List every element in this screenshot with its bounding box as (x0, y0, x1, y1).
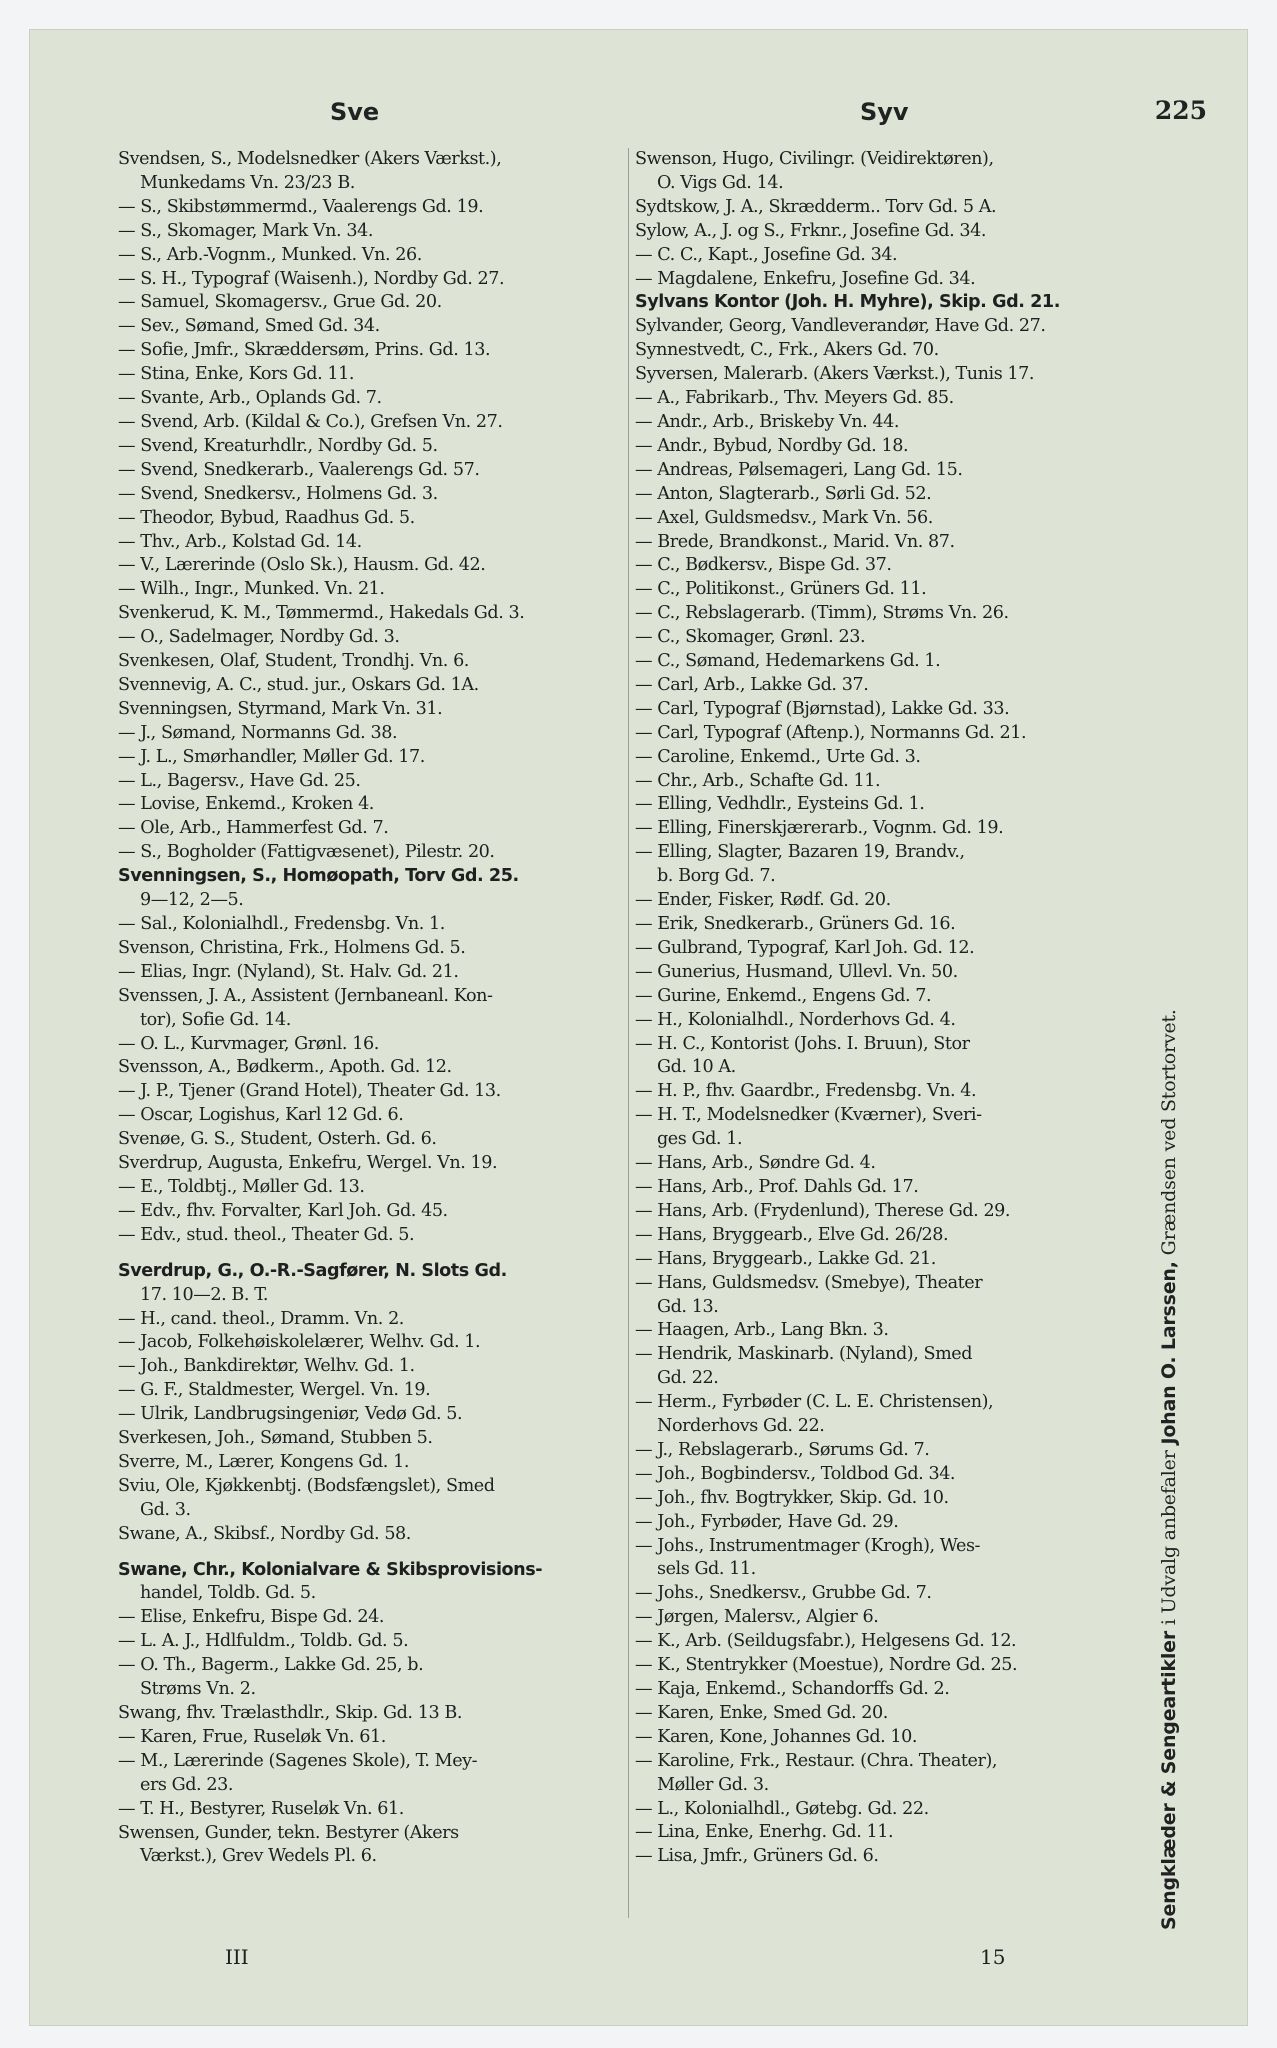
entry-line: — K., Arb. (Seildugsfabr.), Helgesens Gd. 12. (635, 1631, 1017, 1652)
directory-entry (635, 793, 1145, 817)
entry-line: Swenson, Hugo, Civilingr. (Veidirektøren), (635, 149, 994, 169)
directory-entry (118, 435, 628, 459)
directory-entry (118, 1606, 628, 1630)
entry-line: — Haagen, Arb., Lang Bkn. 3. (635, 1320, 889, 1341)
directory-entry (635, 1319, 1145, 1343)
directory-entry (118, 1331, 628, 1355)
directory-entry (118, 363, 628, 387)
directory-entry (635, 961, 1145, 985)
directory-entry (635, 985, 1145, 1009)
directory-entry (118, 722, 628, 746)
directory-entry (118, 698, 628, 722)
directory-entry (118, 507, 628, 531)
entry-line: Swensen, Gunder, tekn. Bestyrer (Akers (118, 1822, 459, 1843)
directory-entry (118, 1750, 628, 1798)
entry-line: — Sal., Kolonialhdl., Fredensbg. Vn. 1. (118, 914, 445, 934)
entry-line: — Svend, Snedkersv., Holmens Gd. 3. (118, 483, 438, 504)
directory-entry (635, 1248, 1145, 1272)
entry-line: — Svend, Kreaturhdlr., Nordby Gd. 5. (118, 435, 438, 456)
directory-entry (635, 841, 1145, 889)
directory-entry (118, 841, 628, 865)
entry-continuation: handel, Toldb. Gd. 5. (140, 1583, 316, 1604)
entry-line: — E., Toldbtj., Møller Gd. 13. (118, 1176, 365, 1197)
directory-entry (635, 1654, 1145, 1678)
directory-entry (118, 315, 628, 339)
directory-entry (118, 1128, 628, 1152)
entry-line: — S., Arb.-Vognm., Munked. Vn. 26. (118, 244, 422, 265)
directory-entry (635, 554, 1145, 578)
directory-entry (635, 817, 1145, 841)
directory-entry (635, 363, 1145, 387)
entry-line: — S., Skomager, Mark Vn. 34. (118, 220, 373, 241)
entry-line: Sylvans Kontor (Joh. H. Myhre), Skip. Gd. 21. (635, 292, 1060, 313)
entry-line: — Andr., Arb., Briskeby Vn. 44. (635, 411, 900, 432)
directory-entry (118, 674, 628, 698)
directory-entry (635, 1033, 1145, 1081)
entry-continuation: ers Gd. 23. (140, 1774, 233, 1795)
entry-line: Svendsen, S., Modelsnedker (Akers Værkst.), (118, 149, 502, 169)
entry-line: — Hans, Bryggearb., Lakke Gd. 21. (635, 1248, 936, 1269)
directory-entry (635, 411, 1145, 435)
entry-line: Svenssen, J. A., Assistent (Jernbaneanl. Kon- (118, 985, 493, 1006)
entry-line: Sverdrup, Augusta, Enkefru, Wergel. Vn. 19. (118, 1153, 498, 1174)
entry-line: — Joh., fhv. Bogtrykker, Skip. Gd. 10. (635, 1487, 949, 1508)
directory-entry (118, 196, 628, 220)
ad-bold-text-2: Johan O. Larssen, (1158, 1261, 1180, 1445)
entry-continuation: O. Vigs Gd. 14. (657, 172, 784, 193)
entry-line: — Carl, Typograf (Bjørnstad), Lakke Gd. 33. (635, 698, 1010, 719)
directory-entry (118, 411, 628, 435)
entry-line: Sverre, M., Lærer, Kongens Gd. 1. (118, 1451, 409, 1472)
directory-entry (635, 315, 1145, 339)
directory-entry (635, 1343, 1145, 1391)
entry-line: — Elise, Enkefru, Bispe Gd. 24. (118, 1607, 384, 1628)
directory-entry (118, 1379, 628, 1403)
entry-line: — H. C., Kontorist (Johs. I. Bruun), Stor (635, 1033, 970, 1054)
entry-line: — Elias, Ingr. (Nyland), St. Halv. Gd. 21. (118, 961, 459, 982)
entry-line: — Kaja, Enkemd., Schandorffs Gd. 2. (635, 1679, 950, 1699)
directory-entry (635, 889, 1145, 913)
directory-entry (635, 1080, 1145, 1104)
entry-continuation: b. Borg Gd. 7. (657, 866, 776, 887)
directory-entry (118, 1427, 628, 1451)
directory-entry (635, 1463, 1145, 1487)
header-left-keyword: Sve (330, 98, 380, 126)
footer-signature-left: III (225, 1945, 249, 1969)
entry-line: — Hendrik, Maskinarb. (Nyland), Smed (635, 1344, 973, 1365)
directory-entry (118, 531, 628, 555)
book-page (30, 30, 1247, 2025)
entry-line: — Sofie, Jmfr., Skræddersøm, Prins. Gd. 13. (118, 340, 491, 361)
entry-line: — Herm., Fyrbøder (C. L. E. Christensen), (635, 1392, 994, 1413)
entry-gap (118, 1547, 628, 1559)
entry-line: — Lisa, Jmfr., Grüners Gd. 6. (635, 1846, 879, 1867)
entry-line: — Elling, Slagter, Bazaren 19, Brandv., (635, 842, 965, 863)
entry-line: — H., cand. theol., Dramm. Vn. 2. (118, 1308, 404, 1329)
directory-entry (635, 1845, 1145, 1869)
entry-line: — Oscar, Logishus, Karl 12 Gd. 6. (118, 1105, 404, 1126)
directory-entry (118, 770, 628, 794)
directory-entry (635, 1511, 1145, 1535)
entry-continuation: Strøms Vn. 2. (140, 1679, 256, 1700)
directory-entry (118, 1355, 628, 1379)
directory-entry (118, 1224, 628, 1248)
entry-line: — Svend, Snedkerarb., Vaalerengs Gd. 57. (118, 459, 480, 480)
directory-entry (635, 507, 1145, 531)
entry-line: Svennevig, A. C., stud. jur., Oskars Gd. 1A. (118, 674, 479, 695)
entry-line: — O., Sadelmager, Nordby Gd. 3. (118, 627, 400, 648)
directory-entry (635, 674, 1145, 698)
entry-line: — Hans, Guldsmedsv. (Smebye), Theater (635, 1272, 983, 1293)
entry-line: — Elling, Finerskjærerarb., Vognm. Gd. 19. (635, 818, 1004, 839)
directory-entry (118, 1403, 628, 1427)
entry-line: — Svend, Arb. (Kildal & Co.), Grefsen Vn. 27. (118, 411, 503, 432)
directory-entry (118, 387, 628, 411)
directory-entry (118, 1726, 628, 1750)
entry-line: — Elling, Vedhdlr., Eysteins Gd. 1. (635, 794, 925, 815)
directory-entry (635, 698, 1145, 722)
directory-entry (635, 531, 1145, 555)
directory-entry (118, 268, 628, 292)
entry-line: Synnestvedt, C., Frk., Akers Gd. 70. (635, 340, 939, 361)
page-number: 225 (1154, 96, 1207, 125)
entry-line: — L., Kolonialhdl., Gøtebg. Gd. 22. (635, 1798, 929, 1819)
entry-line: — C. C., Kapt., Josefine Gd. 34. (635, 244, 898, 265)
entry-line: — S. H., Typograf (Waisenh.), Nordby Gd. 27. (118, 268, 505, 289)
entry-line: — Svante, Arb., Oplands Gd. 7. (118, 388, 382, 409)
entry-line: Sydtskow, J. A., Skrædderm.. Torv Gd. 5 A. (635, 196, 997, 217)
entry-line: Svenkerud, K. M., Tømmermd., Hakedals Gd. 3. (118, 603, 525, 624)
entry-continuation: 9—12, 2—5. (140, 890, 244, 911)
entry-line: Sviu, Ole, Kjøkkenbtj. (Bodsfængslet), Smed (118, 1475, 495, 1496)
entry-line: — V., Lærerinde (Oslo Sk.), Hausm. Gd. 42. (118, 555, 486, 576)
ad-text-tail: Grændsen ved Stortorvet. (1158, 1009, 1180, 1262)
entry-line: Swang, fhv. Trælasthdlr., Skip. Gd. 13 B. (118, 1703, 462, 1723)
entry-line: — C., Rebslagerarb. (Timm), Strøms Vn. 26. (635, 603, 1009, 624)
directory-entry (635, 746, 1145, 770)
directory-entry (635, 268, 1145, 292)
entry-line: — J., Sømand, Normanns Gd. 38. (118, 722, 398, 743)
entry-line: — Ender, Fisker, Rødf. Gd. 20. (635, 890, 891, 911)
entry-line: — C., Politikonst., Grüners Gd. 11. (635, 579, 927, 600)
entry-line: — Axel, Guldsmedsv., Mark Vn. 56. (635, 507, 933, 528)
entry-line: — Edv., fhv. Forvalter, Karl Joh. Gd. 45. (118, 1200, 448, 1221)
entry-line: — Joh., Bogbindersv., Toldbod Gd. 34. (635, 1463, 956, 1484)
entry-line: — Karen, Enke, Smed Gd. 20. (635, 1702, 888, 1723)
entry-line: — Lovise, Enkemd., Kroken 4. (118, 794, 374, 815)
directory-entry (118, 1559, 628, 1607)
directory-entry (118, 865, 628, 913)
entry-line: Swane, Chr., Kolonialvare & Skibsprovisions- (118, 1559, 543, 1580)
directory-entry (118, 578, 628, 602)
directory-entry (635, 1821, 1145, 1845)
entry-line: — Brede, Brandkonst., Marid. Vn. 87. (635, 531, 955, 552)
entry-line: — O. Th., Bagerm., Lakke Gd. 25, b. (118, 1655, 424, 1676)
directory-entry (635, 1391, 1145, 1439)
entry-line: Swane, A., Skibsf., Nordby Gd. 58. (118, 1523, 411, 1544)
side-advertisement (1158, 330, 1180, 1930)
column-divider (628, 148, 629, 1918)
directory-entry (635, 602, 1145, 626)
entry-line: — Gurine, Enkemd., Engens Gd. 7. (635, 985, 932, 1006)
directory-entry (635, 1535, 1145, 1583)
directory-entry (635, 483, 1145, 507)
entry-continuation: Gd. 13. (657, 1296, 719, 1317)
directory-entry (118, 1260, 628, 1308)
directory-entry (635, 578, 1145, 602)
entry-continuation: ges Gd. 1. (657, 1129, 743, 1150)
entry-line: — J. L., Smørhandler, Møller Gd. 17. (118, 746, 425, 767)
directory-entry (118, 1152, 628, 1176)
directory-entry (635, 1104, 1145, 1152)
directory-entry (635, 220, 1145, 244)
directory-entry (118, 1200, 628, 1224)
directory-entry (635, 387, 1145, 411)
directory-entry (635, 196, 1145, 220)
directory-entry (118, 1056, 628, 1080)
directory-entry (118, 961, 628, 985)
entry-line: — Stina, Enke, Kors Gd. 11. (118, 364, 355, 385)
directory-entry (118, 817, 628, 841)
directory-column-left (118, 148, 628, 1869)
entry-line: — Sev., Sømand, Smed Gd. 34. (118, 316, 380, 337)
entry-continuation: Munkedams Vn. 23/23 B. (140, 172, 355, 193)
directory-entry (635, 1798, 1145, 1822)
directory-entry (118, 913, 628, 937)
entry-line: — Samuel, Skomagersv., Grue Gd. 20. (118, 292, 442, 313)
directory-entry (635, 1272, 1145, 1320)
entry-continuation: Gd. 3. (140, 1499, 191, 1520)
entry-line: — T. H., Bestyrer, Ruseløk Vn. 61. (118, 1798, 404, 1819)
entry-line: — Erik, Snedkerarb., Grüners Gd. 16. (635, 914, 956, 934)
entry-line: — J. P., Tjener (Grand Hotel), Theater Gd. 13. (118, 1081, 501, 1102)
entry-line: — Andreas, Pølsemageri, Lang Gd. 15. (635, 459, 963, 480)
entry-line: — Carl, Typograf (Aftenp.), Normanns Gd. 21. (635, 722, 1027, 743)
directory-entry (635, 148, 1145, 196)
directory-entry (635, 937, 1145, 961)
entry-line: — Thv., Arb., Kolstad Gd. 14. (118, 531, 362, 552)
directory-entry (635, 1439, 1145, 1463)
entry-line: Svenson, Christina, Frk., Holmens Gd. 5. (118, 937, 466, 958)
entry-line: — Karen, Kone, Johannes Gd. 10. (635, 1726, 918, 1747)
entry-continuation: Gd. 22. (657, 1368, 719, 1389)
directory-entry (635, 1678, 1145, 1702)
entry-line: — S., Bogholder (Fattigvæsenet), Pilestr. 20. (118, 842, 495, 863)
entry-line: Syversen, Malerarb. (Akers Værkst.), Tunis 17. (635, 364, 1035, 385)
directory-entry (635, 626, 1145, 650)
entry-continuation: tor), Sofie Gd. 14. (140, 1009, 291, 1030)
directory-entry (118, 1523, 628, 1547)
directory-entry (635, 650, 1145, 674)
directory-entry (635, 291, 1145, 315)
directory-entry (118, 1654, 628, 1702)
entry-line: — Chr., Arb., Schafte Gd. 11. (635, 770, 881, 791)
directory-entry (118, 1630, 628, 1654)
directory-entry (635, 435, 1145, 459)
entry-line: Svenningsen, Styrmand, Mark Vn. 31. (118, 698, 443, 719)
entry-line: — Johs., Instrumentmager (Krogh), Wes- (635, 1535, 981, 1556)
directory-entry (118, 1822, 628, 1870)
entry-line: Svenningsen, S., Homøopath, Torv Gd. 25. (118, 866, 519, 887)
directory-entry (118, 459, 628, 483)
directory-entry (118, 1308, 628, 1332)
directory-entry (635, 1152, 1145, 1176)
entry-line: — Wilh., Ingr., Munked. Vn. 21. (118, 579, 385, 600)
directory-entry (118, 148, 628, 196)
entry-continuation: Møller Gd. 3. (657, 1774, 769, 1795)
entry-line: — Carl, Arb., Lakke Gd. 37. (635, 674, 869, 695)
directory-entry (118, 1702, 628, 1726)
entry-line: Svensson, A., Bødkerm., Apoth. Gd. 12. (118, 1057, 452, 1078)
entry-line: — O. L., Kurvmager, Grønl. 16. (118, 1033, 379, 1054)
directory-entry (118, 1798, 628, 1822)
directory-entry (118, 937, 628, 961)
directory-entry (118, 626, 628, 650)
directory-entry (635, 1176, 1145, 1200)
entry-line: — Ulrik, Landbrugsingeniør, Vedø Gd. 5. (118, 1404, 463, 1425)
entry-line: — Jacob, Folkehøiskolelærer, Welhv. Gd. 1. (118, 1332, 481, 1353)
entry-continuation: Norderhovs Gd. 22. (657, 1416, 825, 1437)
directory-entry (635, 1606, 1145, 1630)
entry-line: — Magdalene, Enkefru, Josefine Gd. 34. (635, 268, 976, 289)
directory-entry (635, 1630, 1145, 1654)
entry-line: Sverdrup, G., O.-R.-Sagfører, N. Slots Gd. (118, 1260, 507, 1281)
directory-entry (635, 1726, 1145, 1750)
directory-entry (118, 985, 628, 1033)
directory-entry (118, 1475, 628, 1523)
directory-entry (635, 1582, 1145, 1606)
ad-bold-text-1: Sengklæder & Sengeartikler (1158, 1631, 1180, 1930)
entry-line: — M., Lærerinde (Sagenes Skole), T. Mey- (118, 1750, 478, 1771)
directory-entry (118, 602, 628, 626)
directory-entry (635, 1200, 1145, 1224)
directory-entry (635, 1224, 1145, 1248)
entry-line: — Hans, Arb., Prof. Dahls Gd. 17. (635, 1176, 919, 1197)
directory-entry (118, 1033, 628, 1057)
directory-entry (635, 913, 1145, 937)
entry-line: — Theodor, Bybud, Raadhus Gd. 5. (118, 507, 415, 528)
entry-line: — L., Bagersv., Have Gd. 25. (118, 770, 361, 791)
entry-line: — Karen, Frue, Ruseløk Vn. 61. (118, 1726, 386, 1747)
entry-line: — Johs., Snedkersv., Grubbe Gd. 7. (635, 1583, 932, 1604)
entry-continuation: Værkst.), Grev Wedels Pl. 6. (140, 1846, 377, 1867)
entry-line: Sylow, A., J. og S., Frknr., Josefine Gd. 34. (635, 220, 987, 241)
entry-line: — Karoline, Frk., Restaur. (Chra. Theater), (635, 1750, 998, 1771)
entry-continuation: Gd. 10 A. (657, 1057, 736, 1078)
entry-line: — Caroline, Enkemd., Urte Gd. 3. (635, 746, 921, 767)
directory-entry (635, 722, 1145, 746)
entry-line: — J., Rebslagerarb., Sørums Gd. 7. (635, 1439, 930, 1460)
entry-line: — Andr., Bybud, Nordby Gd. 18. (635, 435, 909, 456)
directory-entry (118, 291, 628, 315)
directory-entry (635, 1702, 1145, 1726)
directory-entry (118, 483, 628, 507)
entry-line: — Hans, Arb., Søndre Gd. 4. (635, 1153, 876, 1174)
entry-line: — K., Stentrykker (Moestue), Nordre Gd. 25. (635, 1655, 1018, 1676)
directory-entry (118, 554, 628, 578)
directory-entry (118, 1080, 628, 1104)
directory-entry (635, 244, 1145, 268)
header-right-keyword: Syv (860, 98, 909, 126)
entry-gap (118, 1248, 628, 1260)
directory-entry (118, 1104, 628, 1128)
entry-line: — S., Skibstømmermd., Vaalerengs Gd. 19. (118, 196, 484, 217)
directory-entry (118, 650, 628, 674)
entry-line: — L. A. J., Hdlfuldm., Toldb. Gd. 5. (118, 1631, 409, 1652)
ad-text-mid: i Udvalg anbefaler (1158, 1444, 1180, 1631)
entry-line: — H., Kolonialhdl., Norderhovs Gd. 4. (635, 1009, 956, 1030)
directory-entry (118, 1451, 628, 1475)
entry-line: — Joh., Fyrbøder, Have Gd. 29. (635, 1511, 899, 1532)
entry-line: — C., Sømand, Hedemarkens Gd. 1. (635, 651, 941, 672)
entry-line: Svenøe, G. S., Student, Osterh. Gd. 6. (118, 1129, 437, 1150)
directory-entry (635, 1750, 1145, 1798)
entry-continuation: 17. 10—2. B. T. (140, 1284, 269, 1305)
directory-entry (118, 793, 628, 817)
directory-entry (118, 339, 628, 363)
entry-line: — Jørgen, Malersv., Algier 6. (635, 1607, 879, 1628)
entry-line: — Lina, Enke, Enerhg. Gd. 11. (635, 1822, 894, 1843)
footer-signature-right: 15 (980, 1945, 1006, 1969)
entry-line: — A., Fabrikarb., Thv. Meyers Gd. 85. (635, 388, 954, 409)
entry-line: — C., Bødkersv., Bispe Gd. 37. (635, 555, 892, 576)
directory-entry (635, 339, 1145, 363)
directory-column-right (635, 148, 1145, 1869)
entry-line: — H. P., fhv. Gaardbr., Fredensbg. Vn. 4. (635, 1081, 977, 1102)
directory-entry (118, 1176, 628, 1200)
directory-entry (118, 244, 628, 268)
entry-line: — H. T., Modelsnedker (Kværner), Sveri- (635, 1105, 982, 1126)
entry-line: — Gunerius, Husmand, Ullevl. Vn. 50. (635, 961, 958, 982)
entry-line: — Hans, Arb. (Frydenlund), Therese Gd. 29. (635, 1200, 1011, 1221)
entry-line: — Joh., Bankdirektør, Welhv. Gd. 1. (118, 1356, 415, 1377)
entry-line: Sverkesen, Joh., Sømand, Stubben 5. (118, 1428, 433, 1449)
entry-line: — Edv., stud. theol., Theater Gd. 5. (118, 1224, 415, 1245)
entry-line: Sylvander, Georg, Vandleverandør, Have Gd. 27. (635, 316, 1046, 337)
entry-line: — Gulbrand, Typograf, Karl Joh. Gd. 12. (635, 937, 975, 958)
entry-line: — C., Skomager, Grønl. 23. (635, 627, 866, 648)
entry-line: — Hans, Bryggearb., Elve Gd. 26/28. (635, 1224, 949, 1245)
directory-entry (635, 1009, 1145, 1033)
directory-entry (635, 1487, 1145, 1511)
directory-entry (635, 459, 1145, 483)
entry-line: — Anton, Slagterarb., Sørli Gd. 52. (635, 483, 932, 504)
entry-continuation: sels Gd. 11. (657, 1559, 756, 1580)
entry-line: Svenkesen, Olaf, Student, Trondhj. Vn. 6. (118, 651, 469, 672)
entry-line: — Ole, Arb., Hammerfest Gd. 7. (118, 818, 389, 839)
directory-entry (118, 220, 628, 244)
directory-entry (118, 746, 628, 770)
directory-entry (635, 770, 1145, 794)
entry-line: — G. F., Staldmester, Wergel. Vn. 19. (118, 1380, 431, 1401)
